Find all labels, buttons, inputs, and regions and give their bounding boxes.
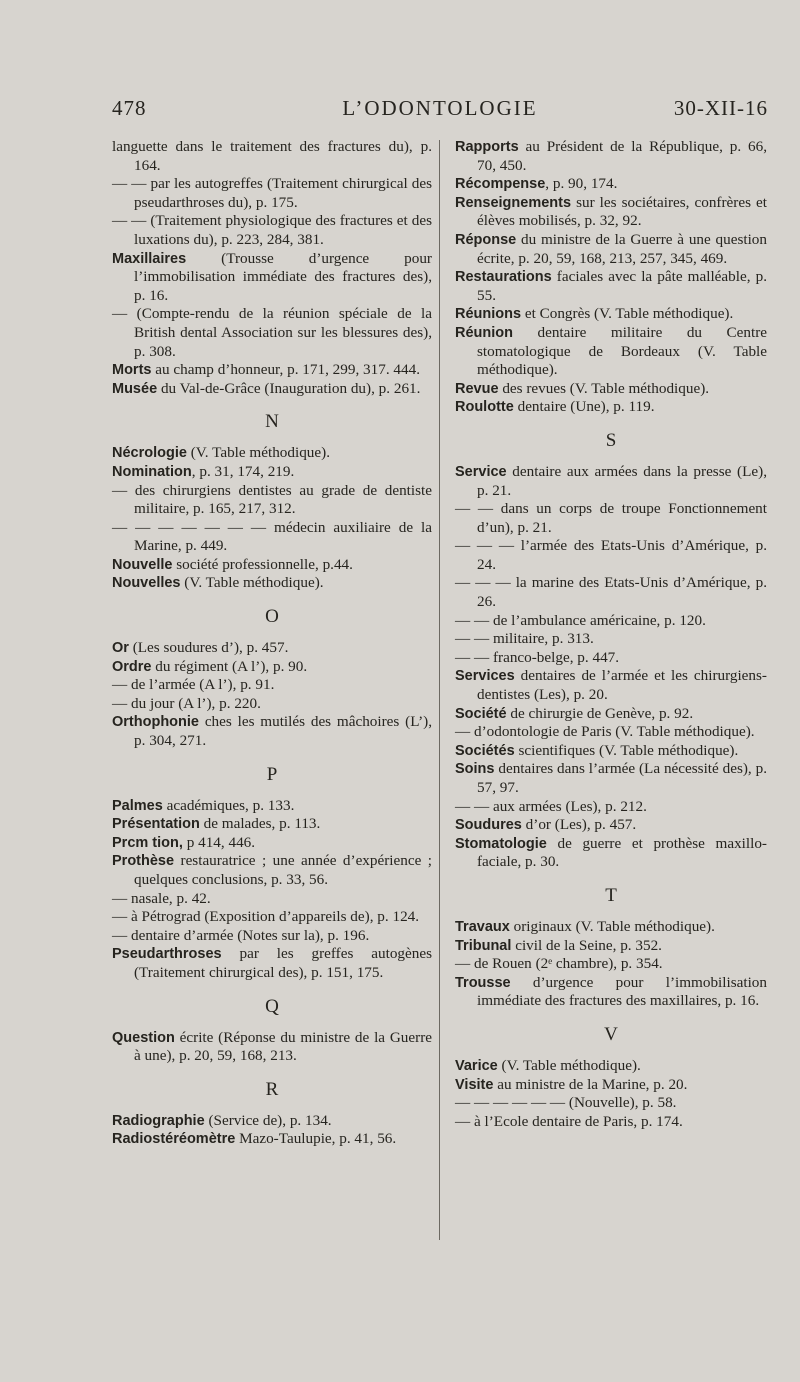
section-letter: Q [265, 995, 279, 1017]
entry-keyword: Nomination [112, 463, 192, 480]
entry-text: — à l’Ecole dentaire de Paris, p. 174. [455, 1112, 683, 1130]
section-letter: N [265, 411, 279, 433]
index-entry [112, 1029, 432, 1066]
entry-text: — — aux armées (Les), p. 212. [455, 797, 647, 815]
index-entry [112, 713, 432, 750]
index-entry [455, 574, 767, 611]
entry-text: — des chirurgiens dentistes au grade de dentiste militaire, p. 165, 217, 312. [112, 481, 432, 518]
entry-text: — à Pétrograd (Exposition d’appareils de), p. 124. [112, 908, 420, 926]
index-entry [455, 305, 767, 324]
index-entry [455, 398, 767, 417]
entry-text: du régiment (A l’), p. 90. [151, 657, 308, 675]
entry-text: p 414, 446. [182, 833, 256, 851]
entry-keyword: Ordre [112, 658, 152, 675]
entry-keyword: Nouvelles [112, 575, 181, 592]
index-entry [112, 908, 432, 927]
entry-text: académiques, p. 133. [162, 796, 295, 814]
index-entry [455, 705, 767, 724]
entry-text: (V. Table méthodique). [186, 444, 330, 462]
entry-text: du Val-de-Grâce (Inauguration du), p. 261. [157, 379, 421, 397]
section-letter: V [604, 1023, 618, 1045]
entry-text: — — (Traitement physiologique des fractures et des luxations du), p. 223, 284, 381. [112, 212, 432, 248]
entry-text: — — franco-belge, p. 447. [455, 648, 620, 666]
index-entry [455, 974, 767, 1011]
entry-text: — dentaire d’armée (Notes sur la), p. 196. [112, 926, 370, 944]
entry-text: — — par les autogreffes (Traitement chirurgical des pseudarthroses du), p. 175. [112, 175, 432, 211]
entry-text: — nasale, p. 42. [112, 889, 211, 907]
entry-text: — du jour (A l’), p. 220. [112, 694, 261, 712]
entry-text: au Président de la République, p. 66, 70, 450. [477, 138, 767, 174]
entry-keyword: Roulotte [455, 399, 514, 416]
index-entry [112, 175, 432, 212]
entry-text: (Service de), p. 134. [204, 1111, 332, 1129]
entry-text: sur les sociétaires, confrères et élèves mobilisés, p. 32, 92. [477, 193, 767, 230]
index-entry [455, 816, 767, 835]
entry-text: dentaire aux armées dans la presse (Le), p. 21. [477, 462, 767, 499]
index-entry [112, 834, 432, 853]
entry-keyword: Réponse [455, 231, 517, 248]
entry-keyword: Services [455, 668, 515, 685]
entry-text: de malades, p. 113. [199, 815, 321, 833]
entry-text: scientifiques (V. Table méthodique). [514, 741, 739, 759]
entry-text: originaux (V. Table méthodique). [509, 917, 715, 935]
section-letter: S [605, 429, 617, 451]
index-entry [112, 890, 432, 909]
index-entry [112, 695, 432, 714]
entry-text: — — — — — — — médecin auxiliaire de la Marine, p. 449. [112, 518, 432, 555]
index-entry [455, 231, 767, 268]
entry-text: par les greffes autogènes (Traitement chirurgical des), p. 151, 175. [134, 945, 432, 981]
index-entry [455, 1113, 767, 1132]
entry-keyword: Pseudarthroses [112, 946, 222, 963]
entry-text: — — — la marine des Etats-Unis d’Amérique, p. 26. [455, 574, 767, 611]
index-entry [455, 612, 767, 631]
page-number: 478 [112, 96, 147, 120]
index-entry [455, 649, 767, 668]
section-letter: P [266, 763, 278, 785]
index-entry [112, 797, 432, 816]
index-entry [455, 723, 767, 742]
index-entry [455, 175, 767, 194]
section-letter: T [605, 884, 617, 906]
index-entry [112, 945, 432, 982]
entry-keyword: Question [112, 1029, 175, 1046]
index-entry [112, 482, 432, 519]
entry-text: faciales avec la pâte malléable, p. 55. [477, 268, 767, 304]
index-entry [455, 194, 767, 231]
entry-text: — — militaire, p. 313. [455, 630, 594, 648]
entry-keyword: Récompense [455, 176, 546, 193]
entry-keyword: Soins [455, 761, 495, 778]
index-entry [112, 463, 432, 482]
entry-keyword: Réunions [455, 306, 522, 323]
entry-text: société professionnelle, p.44. [172, 555, 353, 573]
section-letter: R [265, 1078, 279, 1100]
entry-text: d’urgence pour l’immobilisation immédiate des fractures des maxillaires, p. 16. [477, 973, 767, 1010]
entry-text: Mazo-Taulupie, p. 41, 56. [235, 1130, 397, 1148]
index-entry [112, 639, 432, 658]
entry-text: dentaires dans l’armée (La nécessité des), p. 57, 97. [477, 760, 767, 796]
entry-keyword: Radiographie [112, 1112, 205, 1129]
entry-keyword: Or [112, 640, 129, 657]
entry-keyword: Renseignements [455, 194, 572, 211]
entry-text: de guerre et prothèse maxillo-faciale, p. 30. [477, 834, 767, 871]
entry-text: de chirurgie de Genève, p. 92. [506, 704, 694, 722]
entry-keyword: Palmes [112, 797, 163, 814]
index-entry [455, 937, 767, 956]
entry-text: et Congrès (V. Table méthodique). [521, 305, 734, 323]
entry-text: écrite (Réponse du ministre de la Guerre à une), p. 20, 59, 168, 213. [134, 1028, 432, 1065]
index-entry [112, 519, 432, 556]
entry-keyword: Revue [455, 380, 499, 397]
entry-text: ches les mutilés des mâchoires (L’), p. 304, 271. [134, 713, 432, 750]
index-entry [455, 835, 767, 872]
index-entry [455, 463, 767, 500]
index-entry [112, 574, 432, 593]
index-entry [455, 537, 767, 574]
entry-text: (Les soudures d’), p. 457. [128, 639, 289, 657]
entry-text: dentaires de l’armée et les chirurgiens-dentistes (Les), p. 20. [477, 667, 767, 704]
entry-keyword: Musée [112, 380, 158, 397]
index-entry [455, 1057, 767, 1076]
entry-text: — de Rouen (2ᵉ chambre), p. 354. [455, 955, 663, 973]
index-entry [112, 815, 432, 834]
entry-text: — — — — — — (Nouvelle), p. 58. [455, 1094, 677, 1112]
entry-keyword: Prothèse [112, 853, 175, 870]
issue-date: 30-XII-16 [673, 96, 768, 120]
entry-text: au champ d’honneur, p. 171, 299, 317. 444. [151, 361, 420, 379]
index-entry [112, 658, 432, 677]
entry-text: — de l’armée (A l’), p. 91. [112, 676, 275, 694]
entry-keyword: Trousse [455, 974, 511, 991]
index-column-right [455, 138, 767, 1131]
entry-text: — — — l’armée des Etats-Unis d’Amérique, p. 24. [455, 537, 767, 573]
entry-keyword: Prcm tion, [112, 834, 183, 851]
entry-keyword: Visite [455, 1076, 494, 1093]
entry-text: civil de la Seine, p. 352. [511, 936, 662, 954]
entry-keyword: Société [455, 705, 507, 722]
index-entry [112, 305, 432, 361]
entry-text: d’or (Les), p. 457. [521, 816, 637, 834]
index-entry [112, 1112, 432, 1131]
index-entry [455, 918, 767, 937]
entry-text: (V. Table méthodique). [497, 1056, 641, 1074]
entry-text: du ministre de la Guerre à une question écrite, p. 20, 59, 168, 213, 257, 345, 469. [477, 230, 767, 267]
index-entry [112, 138, 432, 175]
column-divider [439, 140, 440, 1240]
entry-text: (V. Table méthodique). [180, 574, 324, 592]
entry-keyword: Stomatologie [455, 835, 547, 852]
index-entry [112, 380, 432, 399]
entry-keyword: Radiostéréomètre [112, 1131, 236, 1148]
entry-text: — d’odontologie de Paris (V. Table méthodique). [455, 723, 755, 741]
index-entry [455, 380, 767, 399]
index-entry [455, 138, 767, 175]
index-entry [112, 1130, 432, 1149]
index-entry [455, 1076, 767, 1095]
entry-keyword: Tribunal [455, 937, 512, 954]
entry-keyword: Présentation [112, 816, 200, 833]
section-letter: O [265, 606, 279, 628]
entry-text: — — de l’ambulance américaine, p. 120. [455, 611, 706, 629]
entry-text: (Trousse d’urgence pour l’immobilisation immédiate des fractures des), p. 16. [134, 249, 432, 304]
index-entry [112, 250, 432, 306]
index-entry [455, 742, 767, 761]
index-entry [112, 676, 432, 695]
entry-text: restauratrice ; une année d’expérience ; quelques conclusions, p. 33, 56. [134, 852, 432, 888]
entry-keyword: Morts [112, 362, 152, 379]
entry-text: des revues (V. Table méthodique). [498, 379, 710, 397]
entry-keyword: Sociétés [455, 742, 515, 759]
index-entry [112, 212, 432, 249]
entry-text: — (Compte-rendu de la réunion spéciale de la British dental Association sur les blessures des), p. 308. [112, 305, 432, 360]
entry-text: — — dans un corps de troupe Fonctionnement d’un), p. 21. [455, 500, 767, 536]
entry-keyword: Service [455, 463, 507, 480]
index-entry [112, 852, 432, 889]
index-entry [455, 667, 767, 704]
entry-keyword: Orthophonie [112, 714, 199, 731]
journal-title: L’ODONTOLOGIE [342, 96, 538, 120]
entry-keyword: Nécrologie [112, 445, 187, 462]
entry-keyword: Restaurations [455, 269, 552, 286]
entry-keyword: Maxillaires [112, 250, 187, 267]
entry-text: , p. 90, 174. [545, 175, 618, 193]
entry-text: languette dans le traitement des fractures du), p. 164. [112, 138, 432, 174]
running-header [112, 96, 768, 132]
index-entry [455, 324, 767, 380]
index-entry [455, 955, 767, 974]
index-entry [455, 500, 767, 537]
entry-keyword: Varice [455, 1057, 498, 1074]
entry-text: dentaire militaire du Centre stomatologique de Bordeaux (V. Table méthodique). [477, 323, 767, 379]
index-entry [112, 556, 432, 575]
index-entry [455, 268, 767, 305]
entry-text: , p. 31, 174, 219. [191, 462, 295, 480]
entry-keyword: Rapports [455, 139, 519, 155]
index-entry [112, 927, 432, 946]
index-column-left [112, 138, 432, 1149]
index-entry [455, 760, 767, 797]
index-entry [455, 798, 767, 817]
entry-keyword: Soudures [455, 817, 522, 834]
entry-text: au ministre de la Marine, p. 20. [493, 1075, 688, 1093]
index-entry [455, 630, 767, 649]
entry-keyword: Réunion [455, 324, 513, 341]
index-entry [112, 444, 432, 463]
index-entry [455, 1094, 767, 1113]
index-entry [112, 361, 432, 380]
entry-text: dentaire (Une), p. 119. [513, 398, 655, 416]
entry-keyword: Nouvelle [112, 556, 173, 573]
entry-keyword: Travaux [455, 918, 510, 935]
